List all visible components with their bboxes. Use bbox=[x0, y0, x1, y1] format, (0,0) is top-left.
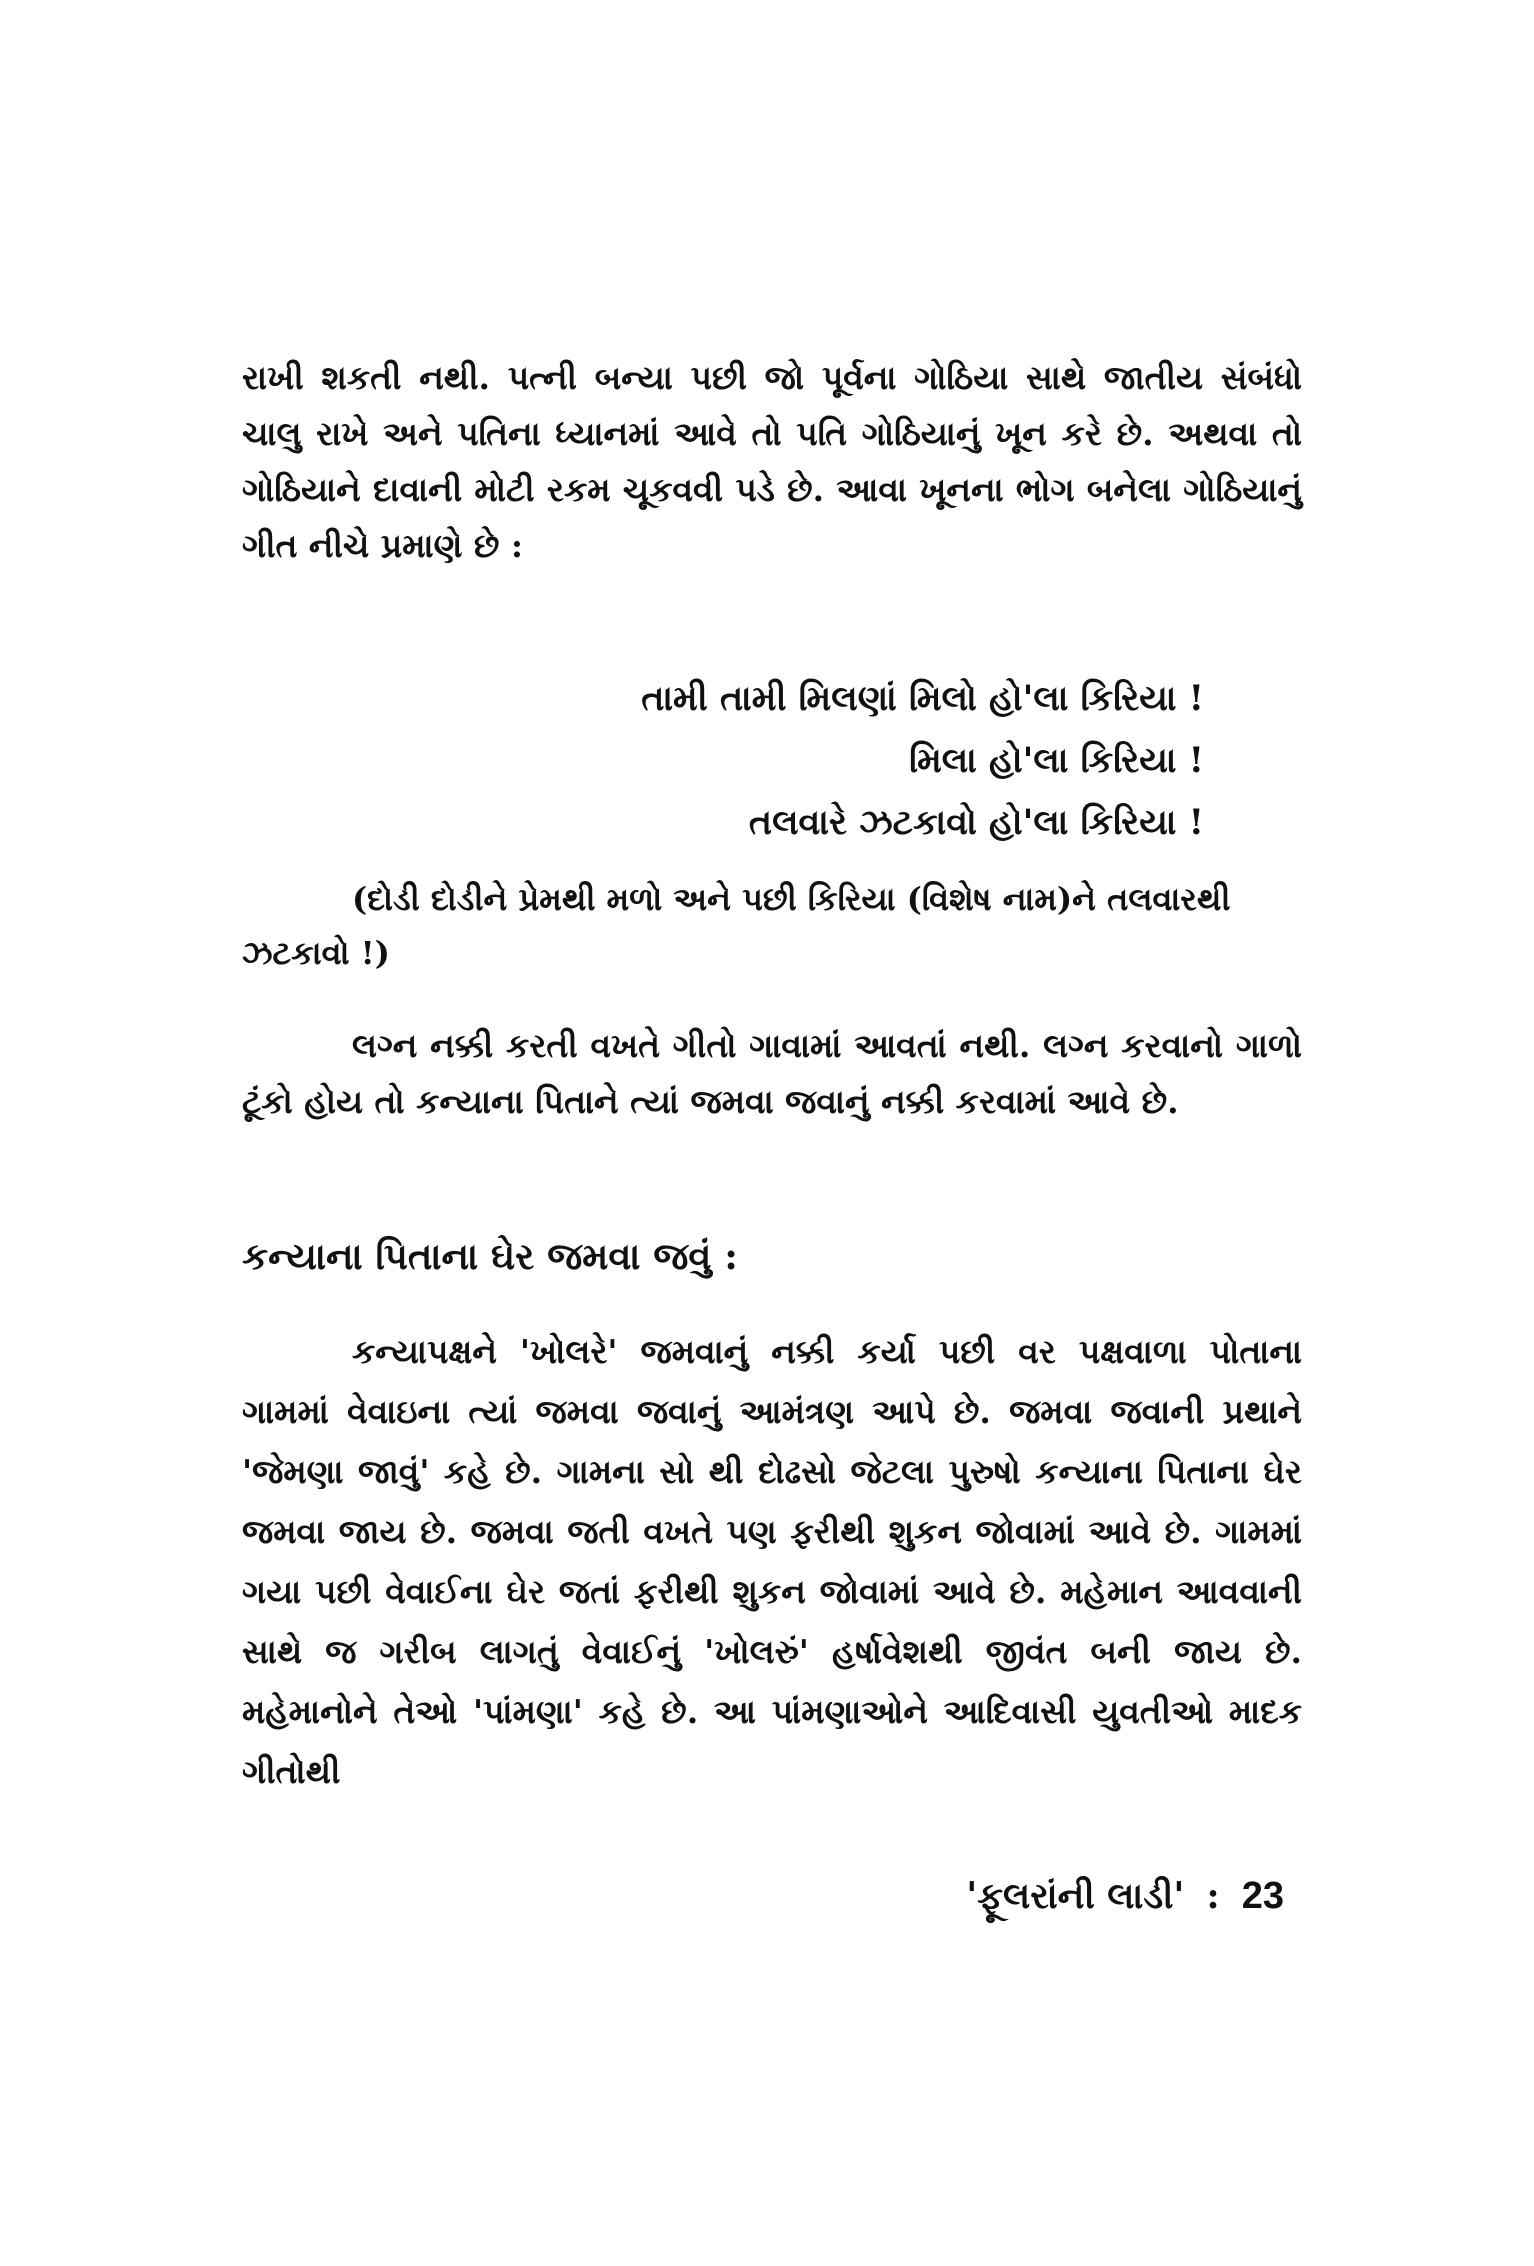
poem-line-2: મિલા હો'લા કિરિયા ! bbox=[909, 740, 1204, 781]
poem-translation-note bbox=[242, 872, 1302, 980]
paragraph-2 bbox=[242, 1018, 1302, 1130]
poem-line-1: તામી તામી મિલણાં મિલો હો'લા કિરિયા ! bbox=[641, 678, 1204, 719]
section-heading: કન્યાના પિતાના ઘેર જમવા જવું : bbox=[242, 1234, 738, 1278]
poem-block bbox=[641, 668, 1204, 854]
page-number: 23 bbox=[1241, 1875, 1284, 1917]
page-footer bbox=[966, 1868, 1284, 1924]
note-text: (દોડી દોડીને પ્રેમથી મળો અને પછી કિરિયા (વિશેષ નામ)ને તલવારથી ઝટકાવો !) bbox=[242, 880, 1231, 972]
poem-line-3: તલવારે ઝટકાવો હો'લા કિરિયા ! bbox=[748, 802, 1204, 843]
running-title: 'ફૂલરાંની લાડી' bbox=[966, 1875, 1185, 1917]
paragraph-1: રાખી શકતી નથી. પત્ની બન્યા પછી જો પૂર્વના ગોઠિયા સાથે જાતીય સંબંધો ચાલુ રાખે અને પતિના ધ્યાનમાં આવે તો પતિ ગોઠિયાનું ખૂન કરે છે. અથવા તો ગોઠિયાને દાવાની મોટી રકમ ચૂકવવી પડે છે. આવા ખૂનના ભોગ બનેલા ગોઠિયાનું ગીત નીચે પ્રમાણે છે : bbox=[242, 358, 1302, 565]
paragraph-3 bbox=[242, 1322, 1302, 1802]
paragraph-2-text: લગ્ન નક્કી કરતી વખતે ગીતો ગાવામાં આવતાં નથી. લગ્ન કરવાનો ગાળો ટૂંકો હોય તો કન્યાના પિતાને ત્યાં જમવા જવાનું નક્કી કરવામાં આવે છે. bbox=[242, 1026, 1302, 1121]
paragraph-3-text: કન્યાપક્ષને 'ખોલરે' જમવાનું નક્કી કર્યા પછી વર પક્ષવાળા પોતાના ગામમાં વેવાઇના ત્યાં જમવા જવાનું આમંત્રણ આપે છે. જમવા જવાની પ્રથાને 'જેમણા જાવું' કહે છે. ગામના સો થી દોઢસો જેટલા પુરુષો કન્યાના પિતાના ઘેર જમવા જાય છે. જમવા જતી વખતે પણ ફરીથી શુકન જોવામાં આવે છે. ગામમાં ગયા પછી વેવાઈના ઘેર જતાં ફરીથી શુકન જોવામાં આવે છે. મહેમાન આવવાની સાથે જ ગરીબ લાગતું વેવાઈનું 'ખોલરું' હર્ષાવેશથી જીવંત બની જાય છે. મહેમાનોને તેઓ 'પાંમણા' કહે છે. આ પાંમણાઓને આદિવાસી યુવતીઓ માદક ગીતોથી bbox=[242, 1332, 1302, 1791]
footer-separator: : bbox=[1206, 1875, 1220, 1917]
